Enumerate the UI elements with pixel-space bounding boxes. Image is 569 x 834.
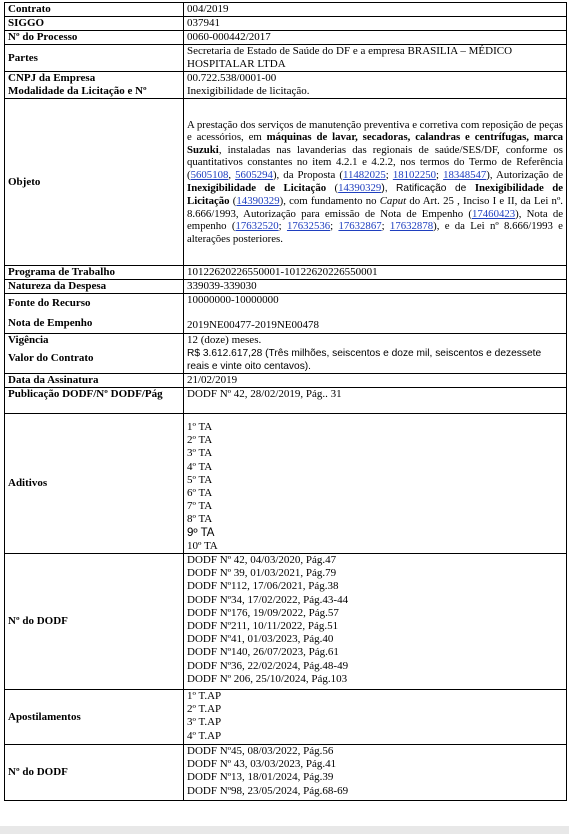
value-partes: Secretaria de Estado de Saúde do DF e a empresa BRASILIA – MÉDICO HOSPITALAR LTDA bbox=[184, 45, 567, 72]
objeto-text: ), Autorização de bbox=[486, 168, 564, 181]
list-item: DODF Nº41, 01/03/2023, Pág.40 bbox=[187, 633, 334, 646]
list-item: 4º TA bbox=[187, 460, 213, 473]
value-fonte: 10000000-10000000 bbox=[187, 294, 279, 306]
row-natureza bbox=[5, 280, 567, 294]
objeto-text: ), e da Lei nº 8.666/1993 e alterações posteriores. bbox=[187, 220, 563, 245]
doc-link[interactable]: 5605294 bbox=[235, 168, 273, 181]
row-partes bbox=[5, 45, 567, 72]
label-processo: Nº do Processo bbox=[5, 31, 184, 45]
list-item: DODF Nº36, 22/02/2024, Pág.48-49 bbox=[187, 659, 349, 672]
scroll-area-bottom bbox=[0, 826, 569, 834]
value-empenho: 2019NE00477-2019NE00478 bbox=[187, 319, 319, 331]
label-contrato: Contrato bbox=[5, 3, 184, 17]
row-programa bbox=[5, 266, 567, 280]
value-vigencia: 12 (doze) meses. bbox=[187, 334, 262, 346]
row-vigencia-valor bbox=[5, 334, 567, 374]
list-item: DODF Nº98, 23/05/2024, Pág.68-69 bbox=[187, 784, 349, 797]
list-item: DODF Nº34, 17/02/2022, Pág.43-44 bbox=[187, 593, 349, 606]
objeto-text: ; bbox=[385, 168, 393, 181]
value-siggo: 037941 bbox=[184, 17, 567, 31]
list-item: 3º T.AP bbox=[187, 716, 222, 729]
contract-document bbox=[4, 2, 566, 801]
objeto-text: ), Ratificação de bbox=[381, 182, 475, 194]
list-item: DODF Nº 39, 01/03/2021, Pág.79 bbox=[187, 567, 337, 580]
label-cnpj-modalidade bbox=[5, 72, 184, 99]
label-programa: Programa de Trabalho bbox=[5, 266, 184, 280]
list-item: 3º TA bbox=[187, 447, 213, 460]
objeto-text: do Art. 25 , Inciso I e II, da Lei nº. 8.666/1993, Autorização para emissão de Nota de Empenho ( bbox=[187, 195, 563, 220]
doc-link[interactable]: 14390329 bbox=[338, 181, 382, 194]
objeto-text: , instaladas nas lavanderias das regionais de saúde/SES/DF, conforme os quantitativos constantes no item 4.2.1 e 4.2.2, nos termos do Termo de Referência ( bbox=[187, 143, 563, 181]
doc-link[interactable]: 14390329 bbox=[236, 195, 280, 208]
value-valor: R$ 3.612.617,28 (Três milhões, seiscentos e doze mil, seiscentos e dezessete reais e vinte oito centavos). bbox=[187, 348, 542, 372]
label-dodf-apost: Nº do DODF bbox=[5, 745, 184, 801]
list-item: 1º TA bbox=[187, 420, 213, 433]
objeto-text: ( bbox=[229, 195, 237, 208]
list-item: 2º T.AP bbox=[187, 703, 222, 716]
label-natureza: Natureza da Despesa bbox=[5, 280, 184, 294]
list-item: 5º TA bbox=[187, 473, 213, 486]
objeto-italic-caput: Caput bbox=[379, 195, 407, 208]
label-siggo: SIGGO bbox=[5, 17, 184, 31]
value-assinatura: 21/02/2019 bbox=[184, 374, 567, 388]
list-item: DODF Nº140, 26/07/2023, Pág.61 bbox=[187, 646, 339, 659]
value-objeto bbox=[184, 99, 567, 266]
row-siggo bbox=[5, 17, 567, 31]
row-processo bbox=[5, 31, 567, 45]
row-contrato bbox=[5, 3, 567, 17]
doc-link[interactable]: 17460423 bbox=[471, 207, 516, 220]
objeto-text: ), Nota de empenho ( bbox=[187, 207, 564, 233]
label-valor: Valor do Contrato bbox=[8, 352, 94, 364]
list-item: 7º TA bbox=[187, 500, 213, 513]
contract-table bbox=[4, 2, 567, 801]
objeto-text: ( bbox=[326, 181, 339, 194]
list-item: DODF Nº45, 08/03/2022, Pág.56 bbox=[187, 745, 334, 757]
label-modalidade: Modalidade da Licitação e Nº bbox=[8, 85, 147, 97]
list-item: 8º TA bbox=[187, 513, 213, 526]
label-fonte: Fonte do Recurso bbox=[8, 297, 91, 309]
label-objeto: Objeto bbox=[5, 99, 184, 266]
objeto-bold-equipment: máquinas de lavar, secadoras, calandras e centrífugas, marca Suzuki bbox=[187, 131, 564, 156]
list-item: DODF Nº112, 17/06/2021, Pág.38 bbox=[187, 580, 339, 593]
value-modalidade: Inexigibilidade de licitação. bbox=[187, 85, 310, 97]
dodf-aditivos-list bbox=[184, 554, 567, 690]
value-processo: 0060-000442/2017 bbox=[184, 31, 567, 45]
apostilamentos-list bbox=[184, 690, 567, 745]
label-vigencia-valor bbox=[5, 334, 184, 374]
list-item: 10º TA bbox=[187, 539, 218, 552]
doc-link[interactable]: 18102250 bbox=[392, 168, 437, 181]
objeto-text: ; bbox=[278, 220, 287, 233]
row-dodf-apost bbox=[5, 745, 567, 801]
dodf-apost-list bbox=[184, 745, 567, 801]
value-programa: 10122620226550001-10122620226550001 bbox=[184, 266, 567, 280]
label-dodf-aditivos: Nº do DODF bbox=[5, 554, 184, 690]
list-item: 6º TA bbox=[187, 486, 213, 499]
label-partes: Partes bbox=[5, 45, 184, 72]
list-item: 2º TA bbox=[187, 434, 213, 447]
row-cnpj-modalidade bbox=[5, 72, 567, 99]
doc-link[interactable]: 17632520 bbox=[235, 220, 279, 233]
value-vigencia-valor bbox=[184, 334, 567, 374]
list-item: DODF Nº 42, 04/03/2020, Pág.47 bbox=[187, 554, 337, 566]
doc-link[interactable]: 17632878 bbox=[389, 220, 434, 233]
value-cnpj-modalidade bbox=[184, 72, 567, 99]
list-item: DODF Nº 43, 03/03/2023, Pág.41 bbox=[187, 758, 337, 771]
value-natureza: 339039-339030 bbox=[184, 280, 567, 294]
list-item: 1º T.AP bbox=[187, 690, 222, 702]
value-fonte-empenho bbox=[184, 294, 567, 334]
doc-link[interactable]: 18348547 bbox=[443, 168, 487, 181]
objeto-bold-inexigibilidade: Inexigibilidade de Licitação bbox=[187, 181, 327, 194]
list-item: DODF Nº 206, 25/10/2024, Pág.103 bbox=[187, 672, 348, 685]
aditivos-list bbox=[184, 414, 567, 554]
label-apostilamentos: Apostilamentos bbox=[5, 690, 184, 745]
list-item: DODF Nº13, 18/01/2024, Pág.39 bbox=[187, 771, 334, 784]
objeto-text: ; bbox=[381, 220, 390, 233]
objeto-text: , bbox=[228, 168, 236, 181]
row-objeto bbox=[5, 99, 567, 266]
list-item: DODF Nº211, 10/11/2022, Pág.51 bbox=[187, 620, 339, 633]
value-contrato: 004/2019 bbox=[184, 3, 567, 17]
row-assinatura bbox=[5, 374, 567, 388]
objeto-text: ; bbox=[330, 220, 339, 233]
label-fonte-empenho bbox=[5, 294, 184, 334]
list-item: DODF Nº176, 19/09/2022, Pág.57 bbox=[187, 606, 339, 619]
objeto-bold-inexigibilidade: Inexigibilidade de Licitação bbox=[187, 181, 563, 208]
doc-link[interactable]: 17632536 bbox=[286, 220, 331, 233]
label-publicacao: Publicação DODF/Nº DODF/Pág bbox=[5, 388, 184, 414]
list-item: 4º T.AP bbox=[187, 729, 222, 742]
list-item: 9º TA bbox=[187, 526, 215, 539]
row-apostilamentos bbox=[5, 690, 567, 745]
objeto-text: A prestação dos serviços de manutenção preventiva e corretiva com reposição de peças e acessórios, em bbox=[187, 118, 563, 144]
label-cnpj: CNPJ da Empresa bbox=[8, 72, 96, 84]
label-empenho: Nota de Empenho bbox=[8, 317, 93, 329]
value-publicacao: DODF Nº 42, 28/02/2019, Pág.. 31 bbox=[184, 388, 567, 414]
row-aditivos bbox=[5, 414, 567, 554]
value-cnpj: 00.722.538/0001-00 bbox=[187, 72, 277, 84]
label-assinatura: Data da Assinatura bbox=[5, 374, 184, 388]
label-vigencia: Vigência bbox=[8, 334, 49, 346]
row-publicacao bbox=[5, 388, 567, 414]
doc-link[interactable]: 17632867 bbox=[338, 220, 382, 233]
row-fonte-empenho bbox=[5, 294, 567, 334]
row-dodf-aditivos bbox=[5, 554, 567, 690]
objeto-text: ), com fundamento no bbox=[279, 195, 380, 208]
doc-link[interactable]: 11482025 bbox=[342, 168, 386, 181]
doc-link[interactable]: 5605108 bbox=[190, 168, 229, 181]
label-aditivos: Aditivos bbox=[5, 414, 184, 554]
objeto-text: ), da Proposta ( bbox=[272, 168, 343, 181]
objeto-text: ; bbox=[436, 168, 444, 181]
